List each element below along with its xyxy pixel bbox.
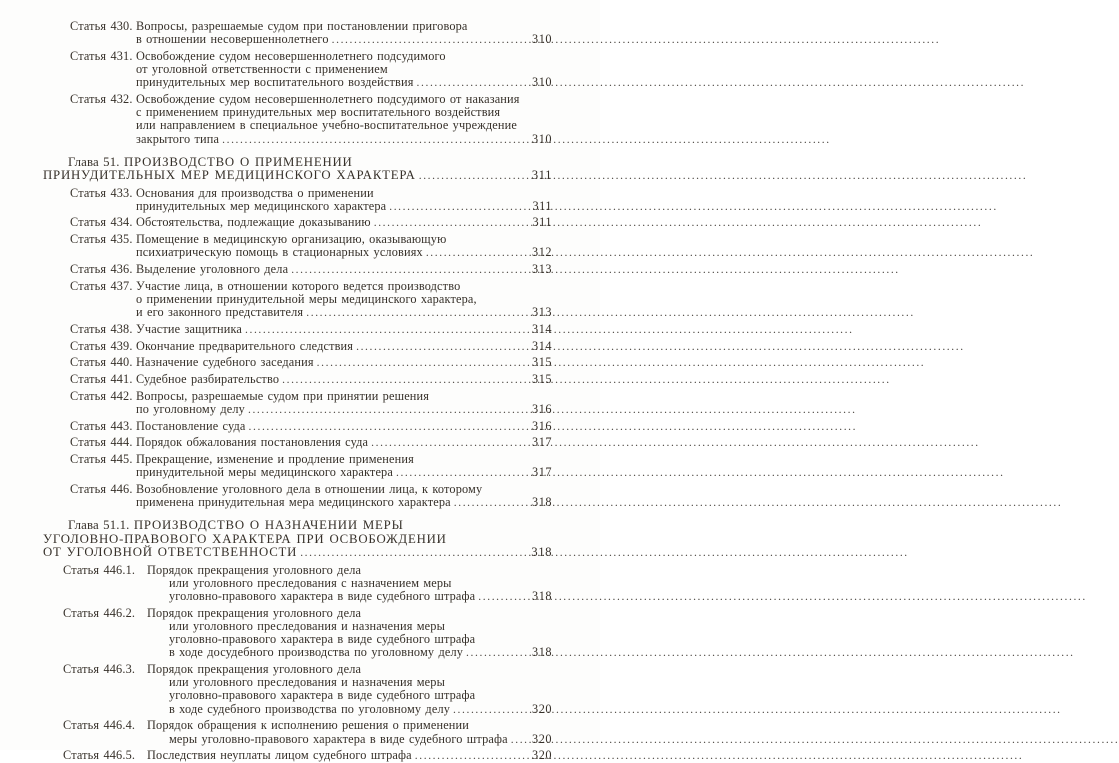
page-number: 320: [532, 731, 552, 746]
dot-leader: [415, 750, 526, 763]
toc-article-entry: [70, 436, 552, 450]
toc-article-entry: [70, 373, 552, 387]
toc-line-text: уголовно-правового характера в виде судебного штрафа: [169, 588, 476, 603]
dot-leader: [396, 467, 526, 480]
toc-article-entry: [70, 453, 552, 480]
toc-entry-label: Глава 51.: [68, 154, 124, 169]
dot-leader: [371, 437, 526, 450]
toc-line-text: принудительной меры медицинского характера: [136, 465, 393, 480]
toc-entry-label: Статья 440.: [70, 355, 133, 370]
toc-entry-label: Статья 446.3.: [63, 661, 136, 676]
toc-article-entry: [63, 719, 552, 746]
dot-leader: [466, 647, 526, 660]
dot-leader: [248, 404, 526, 417]
toc-line-text: уголовно-правового характера в виде судебного штрафа: [169, 688, 476, 703]
toc-entry-label: Статья 433.: [70, 185, 133, 200]
toc-line: [43, 546, 552, 561]
toc-entry-label: Статья 446.1.: [63, 562, 136, 577]
toc-line: [136, 340, 552, 354]
toc-article-entry: [70, 280, 552, 321]
page-number: 316: [532, 401, 552, 416]
toc-entry-label: Статья 446.4.: [63, 718, 136, 733]
toc-line-text: по уголовному делу: [136, 401, 245, 416]
toc-line-text: Прекращение, изменение и продление применения: [136, 451, 414, 466]
toc-line-text: Порядок прекращения уголовного дела: [147, 661, 362, 676]
page-number: 312: [532, 245, 552, 260]
toc-line-text: от уголовной ответственности с применением: [136, 62, 388, 77]
toc-article-entry: [70, 93, 552, 147]
page-number: 313: [532, 262, 552, 277]
page-number: 320: [532, 701, 552, 716]
toc-line: [136, 420, 552, 434]
toc-line-text: Порядок прекращения уголовного дела: [147, 605, 362, 620]
toc-line-text: Освобождение судом несовершеннолетнего подсудимого от наказания: [136, 92, 520, 107]
toc-line-text: с применением принудительных мер воспитательного воздействия: [136, 105, 501, 120]
toc-entry-label: Статья 439.: [70, 338, 133, 353]
toc-line-text: ОТ УГОЛОВНОЙ ОТВЕТСТВЕННОСТИ: [43, 545, 298, 560]
toc-article-entry: [70, 420, 552, 434]
toc-article-entry: [70, 323, 552, 337]
page-number: 318: [532, 495, 552, 510]
page-number: 310: [532, 32, 552, 47]
dot-leader: [426, 247, 526, 260]
toc-line: [136, 496, 552, 510]
toc-line: [136, 263, 552, 277]
dot-leader: [300, 547, 526, 561]
toc-line-text: Освобождение судом несовершеннолетнего подсудимого: [136, 48, 446, 63]
toc-line-text: УГОЛОВНО-ПРАВОВОГО ХАРАКТЕРА ПРИ ОСВОБОЖДЕНИИ: [43, 531, 447, 546]
toc-line-text: ПРОИЗВОДСТВО О ПРИМЕНЕНИИ: [123, 154, 353, 169]
dot-leader: [478, 591, 526, 604]
dot-leader: [374, 217, 526, 230]
toc-entry-label: Статья 434.: [70, 215, 133, 230]
toc-line-text: Последствия неуплаты лицом судебного штрафа: [147, 748, 412, 763]
dot-leader: [453, 704, 526, 717]
toc-line: [136, 373, 552, 387]
toc-line-text: Назначение судебного заседания: [136, 355, 314, 370]
toc-article-entry: [70, 20, 552, 47]
toc-line-text: Окончание предварительного следствия: [136, 338, 354, 353]
toc-line: [136, 216, 552, 230]
dot-leader: [389, 201, 526, 214]
toc-entry-label: Статья 430.: [70, 19, 133, 33]
toc-line-text: или уголовного преследования и назначения меры: [169, 675, 445, 690]
toc-line-text: Участие лица, в отношении которого ведется производство: [136, 278, 461, 293]
page-number: 311: [532, 198, 552, 213]
dot-leader: [454, 497, 526, 510]
toc-entry-label: Статья 435.: [70, 232, 133, 247]
toc-line-text: Выделение уголовного дела: [136, 262, 289, 277]
page-number: 315: [532, 371, 552, 386]
dot-leader: [356, 341, 526, 354]
toc-article-entry: [70, 50, 552, 91]
toc-entry-label: Статья 438.: [70, 321, 133, 336]
toc-article-entry: [63, 663, 552, 717]
page-number: 317: [532, 465, 552, 480]
toc-line: [136, 76, 552, 90]
toc-line-text: Постановление суда: [136, 418, 246, 433]
dot-leader: [317, 357, 526, 370]
toc-line: [169, 646, 552, 660]
toc-line: [136, 466, 552, 480]
toc-line-text: Порядок обжалования постановления суда: [136, 435, 369, 450]
toc-entry-label: Статья 446.2.: [63, 605, 136, 620]
toc-line-text: Помещение в медицинскую организацию, оказывающую: [136, 232, 447, 247]
toc-line: [136, 119, 552, 132]
toc-chapter-entry: [43, 156, 552, 184]
toc-line: [43, 533, 552, 547]
toc-line: [169, 689, 552, 702]
page-number: 317: [532, 435, 552, 450]
toc-line: [136, 246, 552, 260]
dot-leader: [419, 170, 526, 184]
dot-leader: [249, 421, 526, 434]
dot-leader: [222, 134, 526, 147]
toc-line: [43, 169, 552, 184]
toc-article-entry: [70, 356, 552, 370]
toc-line-text: или направлением в специальное учебно-воспитательное учреждение: [136, 118, 517, 133]
toc-line: [136, 133, 552, 147]
toc-line-text: Порядок обращения к исполнению решения о применении: [147, 718, 469, 733]
toc-line-text: психиатрическую помощь в стационарных условиях: [136, 245, 423, 260]
toc-line-text: применена принудительная мера медицинского характера: [136, 495, 451, 510]
toc-line-text: Судебное разбирательство: [136, 371, 280, 386]
toc-line-text: о применении принудительной меры медицинского характера,: [136, 291, 477, 306]
page-number: 315: [532, 355, 552, 370]
dot-leader: [306, 307, 526, 320]
toc-line: [136, 200, 552, 214]
toc-line: [136, 187, 552, 200]
toc-line: [136, 356, 552, 370]
toc-line-text: или уголовного преследования и назначения меры: [169, 618, 445, 633]
toc-article-entry: [70, 340, 552, 354]
toc-line: [136, 436, 552, 450]
toc-line-text: закрытого типа: [136, 131, 220, 146]
toc-line: [169, 590, 552, 604]
toc-line: [136, 403, 552, 417]
page-number: 318: [531, 545, 552, 560]
toc-line-text: в ходе судебного производства по уголовному делу: [169, 701, 451, 716]
page-number: 318: [532, 588, 552, 603]
dot-leader: [417, 77, 526, 90]
page-number: 310: [532, 131, 552, 146]
dot-leader: [291, 264, 526, 277]
toc-entry-label: Статья 443.: [70, 418, 133, 433]
toc-line-text: принудительных мер медицинского характера: [136, 198, 387, 213]
toc-entry-label: Глава 51.1.: [68, 518, 134, 533]
toc-line-text: Основания для производства о применении: [136, 185, 374, 200]
toc-line: [169, 577, 552, 590]
toc-line-text: ПРОИЗВОДСТВО О НАЗНАЧЕНИИ МЕРЫ: [133, 518, 404, 533]
toc-line: [136, 323, 552, 337]
toc-line: [169, 703, 552, 717]
toc-line-text: Вопросы, разрешаемые судом при принятии решения: [136, 388, 430, 403]
toc-line-text: Вопросы, разрешаемые судом при постановлении приговора: [136, 19, 468, 33]
toc-article-entry: [70, 483, 552, 510]
toc-line-text: Обстоятельства, подлежащие доказыванию: [136, 215, 371, 230]
toc-article-entry: [70, 216, 552, 230]
toc-entry-label: Статья 446.: [70, 481, 133, 496]
page-number: 313: [532, 305, 552, 320]
toc-line-text: Возобновление уголовного дела в отношении лица, к которому: [136, 481, 483, 496]
page-number: 310: [532, 75, 552, 90]
toc-line: [136, 33, 552, 47]
toc-article-entry: [70, 263, 552, 277]
toc-line: [136, 390, 552, 403]
toc-line-text: в ходе досудебного производства по уголовному делу: [169, 645, 464, 660]
toc-chapter-entry: [43, 519, 552, 561]
toc-entry-label: Статья 437.: [70, 278, 133, 293]
dot-leader: [245, 324, 526, 337]
toc-line: [169, 733, 552, 747]
toc-line-text: или уголовного преследования с назначением меры: [169, 575, 452, 590]
toc-line-text: ПРИНУДИТЕЛЬНЫХ МЕР МЕДИЦИНСКОГО ХАРАКТЕРА: [43, 168, 416, 183]
toc-article-entry: [63, 607, 552, 661]
page-number: 320: [532, 748, 552, 763]
page-number: 318: [532, 645, 552, 660]
page-number: 314: [532, 338, 552, 353]
toc-entry-label: Статья 431.: [70, 48, 133, 63]
toc-line-text: в отношении несовершеннолетнего: [136, 32, 329, 47]
toc-line: [43, 156, 552, 170]
page-number: 311: [531, 168, 552, 183]
toc-line-text: и его законного представителя: [136, 305, 304, 320]
toc-line-text: уголовно-правового характера в виде судебного штрафа: [169, 632, 476, 647]
toc-article-entry: [70, 187, 552, 214]
toc-entry-label: Статья 446.5.: [63, 748, 136, 763]
toc-article-entry: [63, 749, 552, 763]
dot-leader: [511, 734, 526, 747]
toc-entry-label: Статья 432.: [70, 92, 133, 107]
toc-entry-label: Статья 441.: [70, 371, 133, 386]
toc-line: [147, 749, 552, 763]
page-number: 311: [532, 215, 552, 230]
toc-article-entry: [70, 233, 552, 260]
dot-leader: [282, 374, 526, 387]
toc-entry-label: Статья 436.: [70, 262, 133, 277]
toc-line: [136, 306, 552, 320]
toc-entry-label: Статья 445.: [70, 451, 133, 466]
page-number: 314: [532, 321, 552, 336]
toc-article-entry: [70, 390, 552, 417]
toc-entry-label: Статья 442.: [70, 388, 133, 403]
toc-line: [43, 519, 552, 533]
toc-article-entry: [63, 564, 552, 605]
dot-leader: [332, 34, 526, 47]
toc-line-text: Порядок прекращения уголовного дела: [147, 562, 362, 577]
toc-line-text: Участие защитника: [136, 321, 242, 336]
toc-entry-label: Статья 444.: [70, 435, 133, 450]
page-number: 316: [532, 418, 552, 433]
toc-line: [147, 719, 552, 732]
toc-line-text: меры уголовно-правового характера в виде судебного штрафа: [169, 731, 508, 746]
toc-line-text: принудительных мер воспитательного воздействия: [136, 75, 414, 90]
